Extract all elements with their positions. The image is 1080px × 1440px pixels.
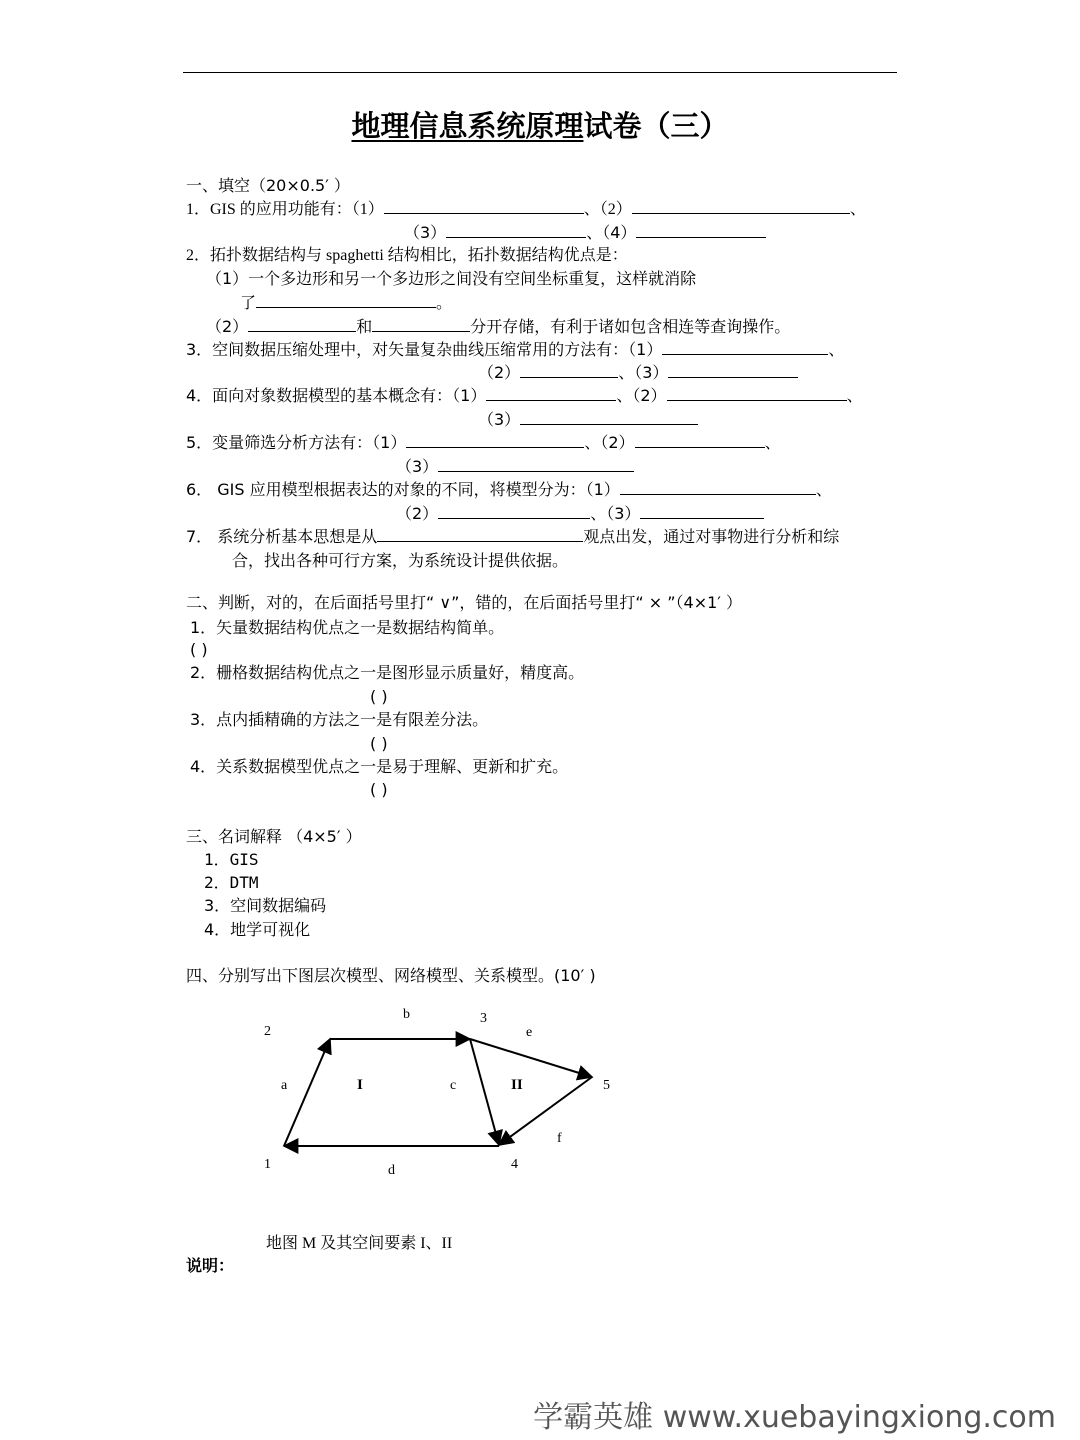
q1b-sep: 、（4） (586, 223, 637, 242)
q4-end: 、 (846, 386, 863, 405)
q5b-text: （3） (396, 457, 439, 476)
section-2-heading: 二、判断，对的，在后面括号里打“ ∨”，错的，在后面括号里打“ × ”（4×1′ ） (186, 593, 743, 612)
q5-sep: 、（2） (584, 433, 635, 452)
q6-end: 、 (815, 480, 832, 499)
term-item-1: 1．GIS (204, 850, 259, 869)
q5-text: 5．变量筛选分析方法有：（1） (186, 433, 407, 452)
node-5-label: 5 (603, 1078, 610, 1093)
q4-text: 4．面向对象数据模型的基本概念有：（1） (186, 386, 487, 405)
question-7-line-2: 合，找出各种可行方案，为系统设计提供依据。 (232, 551, 569, 570)
q4-sep: 、（2） (616, 386, 667, 405)
edge-d-label: d (388, 1163, 395, 1178)
edge-e-label: e (526, 1025, 533, 1040)
q2-1b-end: 。 (436, 293, 453, 312)
judge-item-2: 2．栅格数据结构优点之一是图形显示质量好，精度高。 (190, 663, 585, 682)
q7-pre: 7． 系统分析基本思想是从 (186, 527, 378, 546)
judge-paren-2[interactable]: ( ) (370, 687, 388, 706)
title-rest: 试卷（三） (583, 109, 729, 143)
judge-paren-3[interactable]: ( ) (370, 734, 388, 753)
note-label: 说明： (186, 1256, 235, 1275)
section-1-heading: 一、填空（20×0.5′ ） (186, 176, 350, 195)
q2-2-pre: （2） (206, 317, 249, 336)
question-2-item-1: （1）一个多边形和另一个多边形之间没有空间坐标重复，这样就消除 (206, 269, 697, 288)
q4b-text: （3） (478, 410, 521, 429)
q3-text: 3．空间数据压缩处理中，对矢量复杂曲线压缩常用的方法有：（1） (186, 340, 663, 359)
title-underlined: 地理信息系统原理 (351, 109, 584, 143)
footer-watermark: 学霸英雄 www.xuebayingxiong.com (533, 1400, 1056, 1435)
q5-end: 、 (764, 433, 781, 452)
q3b-text: （2） (478, 363, 521, 382)
node-3-label: 3 (480, 1011, 487, 1026)
question-2: 2．拓扑数据结构与 spaghetti 结构相比，拓扑数据结构优点是： (186, 247, 628, 264)
judge-item-1: 1．矢量数据结构优点之一是数据结构简单。 (190, 618, 505, 637)
edge-f-label: f (557, 1131, 562, 1146)
section-4-heading: 四、分别写出下图层次模型、网络模型、关系模型。(10′ ) (186, 966, 596, 985)
judge-item-3: 3．点内插精确的方法之一是有限差分法。 (190, 710, 489, 729)
edge-c-line (470, 1039, 499, 1145)
node-2-label: 2 (264, 1024, 271, 1039)
q2-1b-pre: 了 (240, 293, 257, 312)
edge-b-label: b (403, 1007, 410, 1022)
q1-text: 1．GIS 的应用功能有：（1） (186, 201, 384, 218)
q3-end: 、 (828, 340, 845, 359)
q6-text: 6． GIS 应用模型根据表达的对象的不同，将模型分为：（1） (186, 480, 620, 499)
node-4-label: 4 (511, 1157, 518, 1172)
node-1-label: 1 (264, 1157, 271, 1172)
polygon-I-label: I (357, 1077, 363, 1093)
q6b-sep: 、（3） (590, 504, 641, 523)
polygon-II-label: II (511, 1077, 523, 1093)
judge-paren-4[interactable]: ( ) (370, 780, 388, 799)
q3b-sep: 、（3） (618, 363, 669, 382)
q2-2-end: 分开存储，有利于诸如包含相连等查询操作。 (470, 317, 791, 336)
edge-a-line (284, 1039, 330, 1146)
q2-2-mid: 和 (356, 317, 373, 336)
q1-end: 、 (849, 201, 866, 218)
edge-c-label: c (450, 1078, 457, 1093)
map-caption: 地图 M 及其空间要素 I、II (266, 1235, 453, 1252)
q7-end: 观点出发，通过对事物进行分析和综 (583, 527, 840, 546)
q1-sep: 、（2） (583, 201, 632, 218)
edge-e-line (470, 1039, 592, 1077)
term-item-3: 3．空间数据编码 (204, 896, 327, 915)
q1b-text: （3） (404, 223, 447, 242)
q6b-text: （2） (396, 504, 439, 523)
judge-paren-1[interactable]: ( ) (190, 640, 208, 659)
section-3-heading: 三、名词解释 （4×5′ ） (186, 827, 362, 846)
term-item-4: 4．地学可视化 (204, 920, 311, 939)
judge-item-4: 4．关系数据模型优点之一是易于理解、更新和扩充。 (190, 757, 569, 776)
term-item-2: 2．DTM (204, 873, 259, 892)
edge-a-label: a (281, 1078, 288, 1093)
